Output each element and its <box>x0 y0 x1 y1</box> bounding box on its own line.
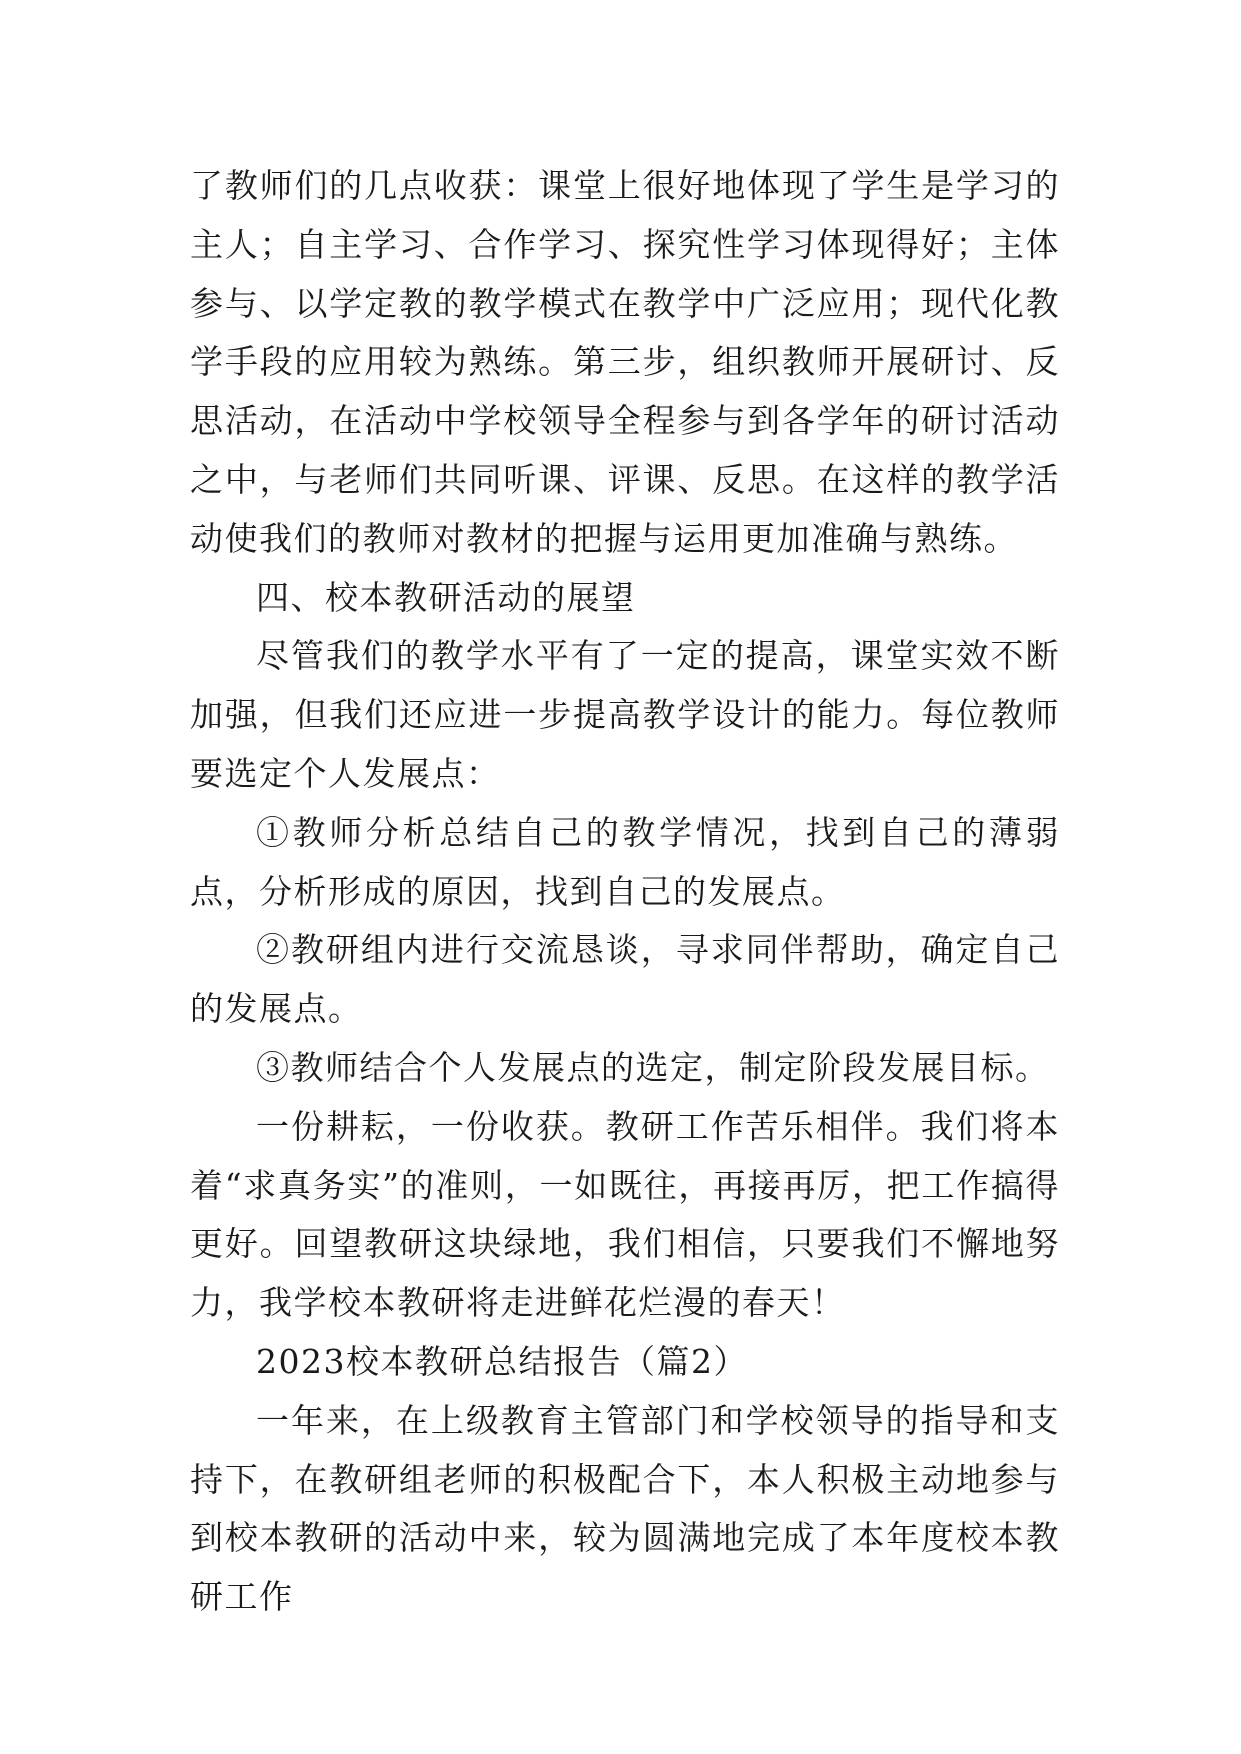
section-title-part-2: 2023校本教研总结报告（篇2） <box>256 1341 748 1381</box>
paragraph-teacher-gains: 了教师们的几点收获：课堂上很好地体现了学生是学习的主人；自主学习、合作学习、探究性学习体现得好；主体参与、以学定教的教学模式在教学中广泛应用；现代化教学手段的应用较为熟练。第三步，组织教师开展研讨、反思活动，在活动中学校领导全程参与到各学年的研讨活动之中，与老师们共同听课、评课、反思。在这样的教学活动使我们的教师对教材的把握与运用更加准确与熟练。 <box>190 166 1060 558</box>
document-body <box>190 157 1060 1627</box>
list-item-3: ③教师结合个人发展点的选定，制定阶段发展目标。 <box>256 1047 1050 1087</box>
list-item-2: ②教研组内进行交流恳谈，寻求同伴帮助，确定自己的发展点。 <box>190 930 1060 1029</box>
list-item-1: ①教师分析总结自己的教学情况，找到自己的薄弱点，分析形成的原因，找到自己的发展点。 <box>190 812 1060 911</box>
paragraph-part-2-intro: 一年来，在上级教育主管部门和学校领导的指导和支持下，在教研组老师的积极配合下，本人积极主动地参与到校本教研的活动中来，较为圆满地完成了本年度校本教研工作 <box>190 1400 1060 1617</box>
paragraph-outlook-intro: 尽管我们的教学水平有了一定的提高，课堂实效不断加强，但我们还应进一步提高教学设计的能力。每位教师要选定个人发展点： <box>190 636 1060 793</box>
section-heading-outlook: 四、校本教研活动的展望 <box>256 577 636 617</box>
paragraph-conclusion: 一份耕耘，一份收获。教研工作苦乐相伴。我们将本着“求真务实”的准则，一如既往，再接再厉，把工作搞得更好。回望教研这块绿地，我们相信，只要我们不懈地努力，我学校本教研将走进鲜花烂漫的春天！ <box>190 1106 1060 1323</box>
